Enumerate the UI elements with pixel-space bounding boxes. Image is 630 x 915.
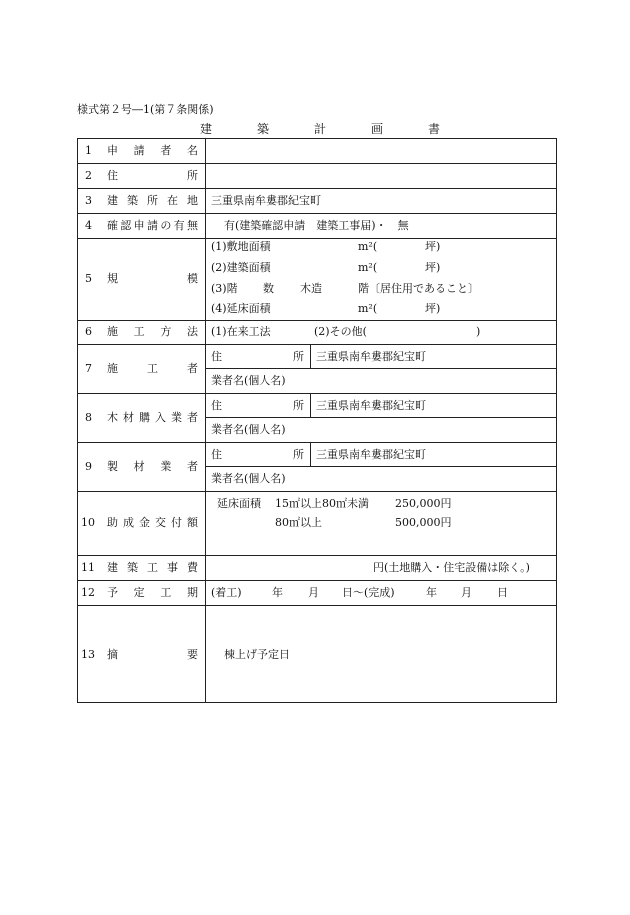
timber-buyer-address-value[interactable]: 三重県南牟婁郡紀宝町 xyxy=(316,399,426,412)
floors-count-label: 数 xyxy=(263,282,274,295)
floor-area-label: (4)延床面積 xyxy=(211,302,271,315)
column-divider xyxy=(310,442,311,466)
row-label-subsidy: 助 成 金 交 付 額 xyxy=(107,516,198,529)
schedule-year: 年 xyxy=(272,586,283,599)
row-number: 13 xyxy=(81,648,95,661)
contractor-address-value[interactable]: 三重県南牟婁郡紀宝町 xyxy=(316,350,426,363)
row-divider xyxy=(77,320,557,321)
form-id: 様式第２号―1(第７条関係) xyxy=(77,103,214,116)
title-char: 書 xyxy=(427,122,440,136)
row-number: 12 xyxy=(81,586,95,599)
row-label-summary: 摘 要 xyxy=(107,648,198,661)
row-number: 9 xyxy=(85,460,92,473)
sqm-unit: m²( xyxy=(358,240,378,253)
row-label-construction-cost: 建 築 工 事 費 xyxy=(107,561,198,574)
sqm-unit: m²( xyxy=(358,302,378,315)
row-number: 10 xyxy=(81,516,95,529)
row-divider xyxy=(77,491,557,492)
row-label-contractor: 施 工 者 xyxy=(107,362,198,375)
row-number: 4 xyxy=(85,219,92,232)
floors-label: (3)階 xyxy=(211,282,238,295)
title-char: 画 xyxy=(370,122,383,136)
tsubo-unit: 坪) xyxy=(425,240,441,253)
sawmill-name-label: 業者名(個人名) xyxy=(211,472,286,485)
row-label-applicant: 申 請 者 名 xyxy=(107,144,198,157)
method-close-paren: ) xyxy=(476,325,481,338)
subrow-divider xyxy=(205,368,557,369)
row-label-confirmation: 確 認 申 請 の 有 無 xyxy=(107,219,198,232)
row-number: 8 xyxy=(85,411,92,424)
schedule-month: 月 xyxy=(308,586,319,599)
structure-value: 木造 xyxy=(300,282,322,295)
column-divider xyxy=(310,344,311,368)
row-label-building-location: 建 築 所 在 地 xyxy=(107,194,198,207)
row-divider xyxy=(77,393,557,394)
confirmation-value[interactable]: 有(建築確認申請 建築工事届)・ 無 xyxy=(224,219,409,232)
site-area-label: (1)敷地面積 xyxy=(211,240,271,253)
building-location-value[interactable]: 三重県南牟婁郡紀宝町 xyxy=(211,194,321,207)
schedule-day-2: 日 xyxy=(497,586,508,599)
schedule-year-2: 年 xyxy=(426,586,437,599)
title-char: 築 xyxy=(256,122,269,136)
title-char: 建 xyxy=(200,122,213,136)
row-number: 2 xyxy=(85,169,92,182)
row-divider xyxy=(77,238,557,239)
method-option-other[interactable]: (2)その他( xyxy=(314,325,367,338)
contractor-address-label: 住 所 xyxy=(211,350,304,363)
row-divider xyxy=(77,555,557,556)
tsubo-unit: 坪) xyxy=(425,261,441,274)
row-label-timber-buyer: 木 材 購 入 業 者 xyxy=(107,411,198,424)
subsidy-range-2: 80㎡以上 xyxy=(275,516,322,529)
construction-cost-value[interactable]: 円(土地購入・住宅設備は除く。) xyxy=(373,561,530,574)
method-option-conventional[interactable]: (1)在来工法 xyxy=(211,325,271,338)
summary-value[interactable]: 棟上げ予定日 xyxy=(224,648,290,661)
row-label-construction-method: 施 工 方 法 xyxy=(107,325,198,338)
row-divider xyxy=(77,188,557,189)
row-label-scale: 規 模 xyxy=(107,272,198,285)
row-divider xyxy=(77,605,557,606)
subsidy-amount-1: 250,000円 xyxy=(395,497,452,510)
row-divider xyxy=(77,163,557,164)
row-number: 3 xyxy=(85,194,92,207)
row-label-schedule: 予 定 工 期 xyxy=(107,586,198,599)
row-label-address: 住 所 xyxy=(107,169,198,182)
document-title xyxy=(200,120,440,137)
timber-buyer-address-label: 住 所 xyxy=(211,399,304,412)
schedule-start-label: (着工) xyxy=(211,586,242,599)
row-divider xyxy=(77,580,557,581)
floors-unit: 階〔居住用であること〕 xyxy=(358,282,479,295)
row-number: 5 xyxy=(85,272,92,285)
column-divider xyxy=(205,138,206,703)
row-divider xyxy=(77,344,557,345)
sqm-unit: m²( xyxy=(358,261,378,274)
sawmill-address-value[interactable]: 三重県南牟婁郡紀宝町 xyxy=(316,448,426,461)
schedule-month-2: 月 xyxy=(461,586,472,599)
subsidy-floor-area-label: 延床面積 xyxy=(217,497,261,510)
contractor-name-label: 業者名(個人名) xyxy=(211,374,286,387)
row-label-sawmill: 製 材 業 者 xyxy=(107,460,198,473)
subsidy-range-1: 15㎡以上80㎡未満 xyxy=(275,497,369,510)
subrow-divider xyxy=(205,466,557,467)
row-number: 7 xyxy=(85,362,92,375)
building-area-label: (2)建築面積 xyxy=(211,261,271,274)
sawmill-address-label: 住 所 xyxy=(211,448,304,461)
subsidy-amount-2: 500,000円 xyxy=(395,516,452,529)
row-number: 11 xyxy=(81,561,95,574)
row-divider xyxy=(77,442,557,443)
row-number: 6 xyxy=(85,325,92,338)
row-number: 1 xyxy=(85,144,92,157)
row-divider xyxy=(77,213,557,214)
timber-buyer-name-label: 業者名(個人名) xyxy=(211,423,286,436)
title-char: 計 xyxy=(313,122,326,136)
schedule-day-to-complete: 日～(完成) xyxy=(342,586,395,599)
subrow-divider xyxy=(205,417,557,418)
column-divider xyxy=(310,393,311,417)
tsubo-unit: 坪) xyxy=(425,302,441,315)
